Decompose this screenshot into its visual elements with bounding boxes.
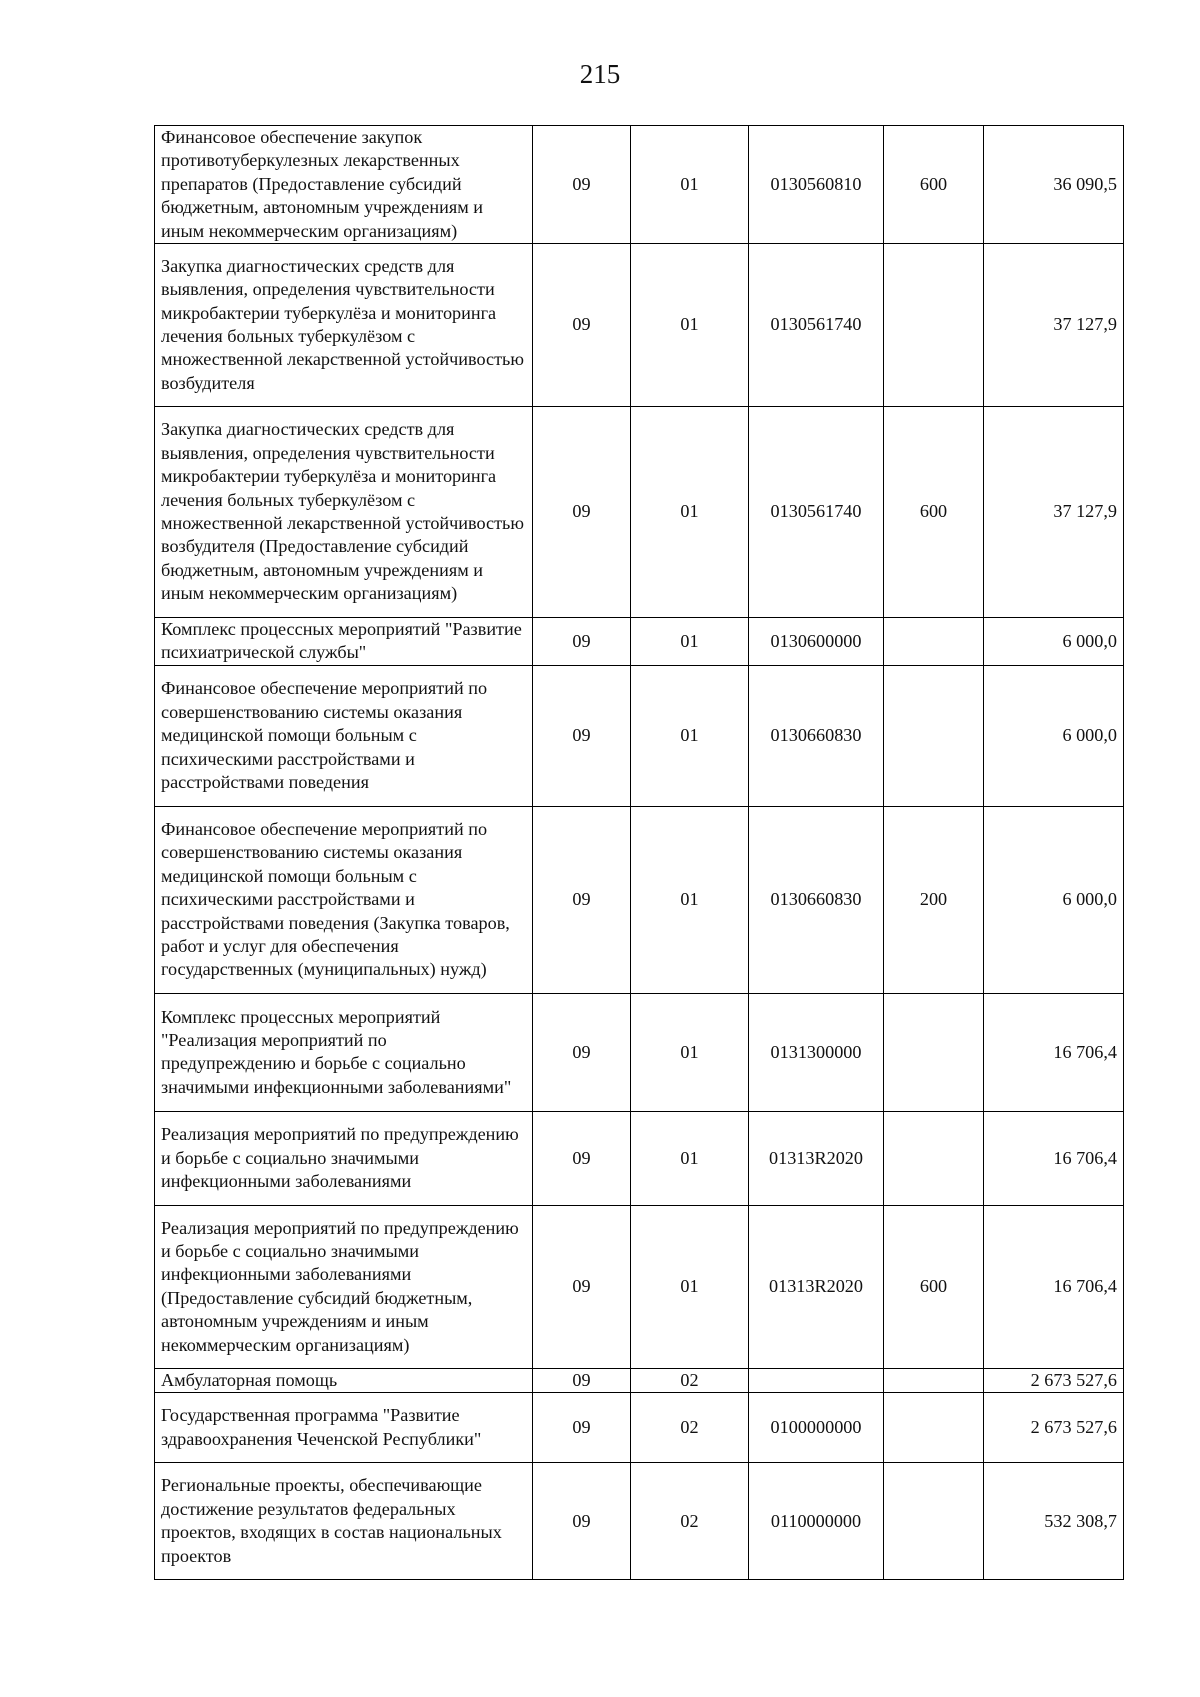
row-subsection: 01 — [631, 1205, 749, 1368]
row-subsection: 01 — [631, 993, 749, 1111]
row-expense-type — [884, 1368, 984, 1392]
row-expense-type — [884, 1111, 984, 1205]
row-expense-type: 600 — [884, 407, 984, 618]
table-row — [155, 1205, 1124, 1368]
row-amount: 16 706,4 — [984, 1111, 1124, 1205]
row-name: Комплекс процессных мероприятий "Развитие психиатрической службы" — [155, 618, 533, 666]
row-subsection: 01 — [631, 806, 749, 993]
row-amount: 6 000,0 — [984, 618, 1124, 666]
row-subsection: 02 — [631, 1393, 749, 1463]
row-expense-type — [884, 1393, 984, 1463]
row-target-article: 0130660830 — [749, 806, 884, 993]
row-expense-type: 200 — [884, 806, 984, 993]
row-target-article: 0100000000 — [749, 1393, 884, 1463]
row-expense-type: 600 — [884, 1205, 984, 1368]
row-name: Закупка диагностических средств для выявления, определения чувствительности микробактерии туберкулёза и мониторинга лечения больных туберкулёзом с множественной лекарственной устойчивостью возбудителя (Предоставление субсидий бюджетным, автономным учреждениям и иным некоммерческим организациям) — [155, 407, 533, 618]
row-section: 09 — [533, 126, 631, 244]
row-amount: 2 673 527,6 — [984, 1393, 1124, 1463]
row-target-article: 01313R2020 — [749, 1205, 884, 1368]
row-amount: 2 673 527,6 — [984, 1368, 1124, 1392]
table-row — [155, 1111, 1124, 1205]
row-section: 09 — [533, 244, 631, 407]
row-section: 09 — [533, 1393, 631, 1463]
row-expense-type — [884, 665, 984, 806]
row-subsection: 01 — [631, 407, 749, 618]
row-name: Амбулаторная помощь — [155, 1368, 533, 1392]
row-amount: 6 000,0 — [984, 665, 1124, 806]
row-section: 09 — [533, 806, 631, 993]
table-row — [155, 618, 1124, 666]
row-subsection: 01 — [631, 244, 749, 407]
row-section: 09 — [533, 407, 631, 618]
row-subsection: 01 — [631, 618, 749, 666]
row-expense-type — [884, 244, 984, 407]
page-number: 215 — [579, 59, 621, 89]
row-name: Реализация мероприятий по предупреждению и борьбе с социально значимыми инфекционными заболеваниями (Предоставление субсидий бюджетным, автономным учреждениям и иным некоммерческим организациям) — [155, 1205, 533, 1368]
row-subsection: 01 — [631, 1111, 749, 1205]
row-amount: 37 127,9 — [984, 244, 1124, 407]
row-name: Региональные проекты, обеспечивающие достижение результатов федеральных проектов, входящих в состав национальных проектов — [155, 1463, 533, 1580]
table-row — [155, 1368, 1124, 1392]
table-row — [155, 1463, 1124, 1580]
row-section: 09 — [533, 618, 631, 666]
row-subsection: 01 — [631, 665, 749, 806]
row-amount: 36 090,5 — [984, 126, 1124, 244]
table-row — [155, 244, 1124, 407]
row-expense-type: 600 — [884, 126, 984, 244]
row-target-article: 0131300000 — [749, 993, 884, 1111]
row-section: 09 — [533, 1111, 631, 1205]
row-name: Финансовое обеспечение мероприятий по совершенствованию системы оказания медицинской помощи больным с психическими расстройствами и расстройствами поведения — [155, 665, 533, 806]
table-row — [155, 806, 1124, 993]
row-target-article: 0130561740 — [749, 407, 884, 618]
row-name: Финансовое обеспечение мероприятий по совершенствованию системы оказания медицинской помощи больным с психическими расстройствами и расстройствами поведения (Закупка товаров, работ и услуг для обеспечения государственных (муниципальных) нужд) — [155, 806, 533, 993]
table-row — [155, 407, 1124, 618]
row-amount: 37 127,9 — [984, 407, 1124, 618]
row-target-article: 0130561740 — [749, 244, 884, 407]
row-name: Государственная программа "Развитие здравоохранения Чеченской Республики" — [155, 1393, 533, 1463]
row-subsection: 02 — [631, 1368, 749, 1392]
table-row — [155, 993, 1124, 1111]
row-amount: 532 308,7 — [984, 1463, 1124, 1580]
row-target-article: 0110000000 — [749, 1463, 884, 1580]
row-target-article: 01313R2020 — [749, 1111, 884, 1205]
row-section: 09 — [533, 993, 631, 1111]
budget-table — [154, 125, 1124, 1580]
row-amount: 16 706,4 — [984, 1205, 1124, 1368]
row-section: 09 — [533, 1205, 631, 1368]
row-name: Финансовое обеспечение закупок противотуберкулезных лекарственных препаратов (Предоставление субсидий бюджетным, автономным учреждениям и иным некоммерческим организациям) — [155, 126, 533, 244]
row-section: 09 — [533, 1368, 631, 1392]
table-row — [155, 1393, 1124, 1463]
row-target-article — [749, 1368, 884, 1392]
row-target-article: 0130600000 — [749, 618, 884, 666]
row-subsection: 02 — [631, 1463, 749, 1580]
row-expense-type — [884, 618, 984, 666]
row-section: 09 — [533, 1463, 631, 1580]
row-amount: 6 000,0 — [984, 806, 1124, 993]
row-target-article: 0130560810 — [749, 126, 884, 244]
row-subsection: 01 — [631, 126, 749, 244]
row-amount: 16 706,4 — [984, 993, 1124, 1111]
row-target-article: 0130660830 — [749, 665, 884, 806]
row-name: Реализация мероприятий по предупреждению и борьбе с социально значимыми инфекционными заболеваниями — [155, 1111, 533, 1205]
row-name: Закупка диагностических средств для выявления, определения чувствительности микробактерии туберкулёза и мониторинга лечения больных туберкулёзом с множественной лекарственной устойчивостью возбудителя — [155, 244, 533, 407]
table-row — [155, 665, 1124, 806]
row-name: Комплекс процессных мероприятий "Реализация мероприятий по предупреждению и борьбе с социально значимыми инфекционными заболеваниями" — [155, 993, 533, 1111]
row-expense-type — [884, 1463, 984, 1580]
row-expense-type — [884, 993, 984, 1111]
table-row — [155, 126, 1124, 244]
row-section: 09 — [533, 665, 631, 806]
